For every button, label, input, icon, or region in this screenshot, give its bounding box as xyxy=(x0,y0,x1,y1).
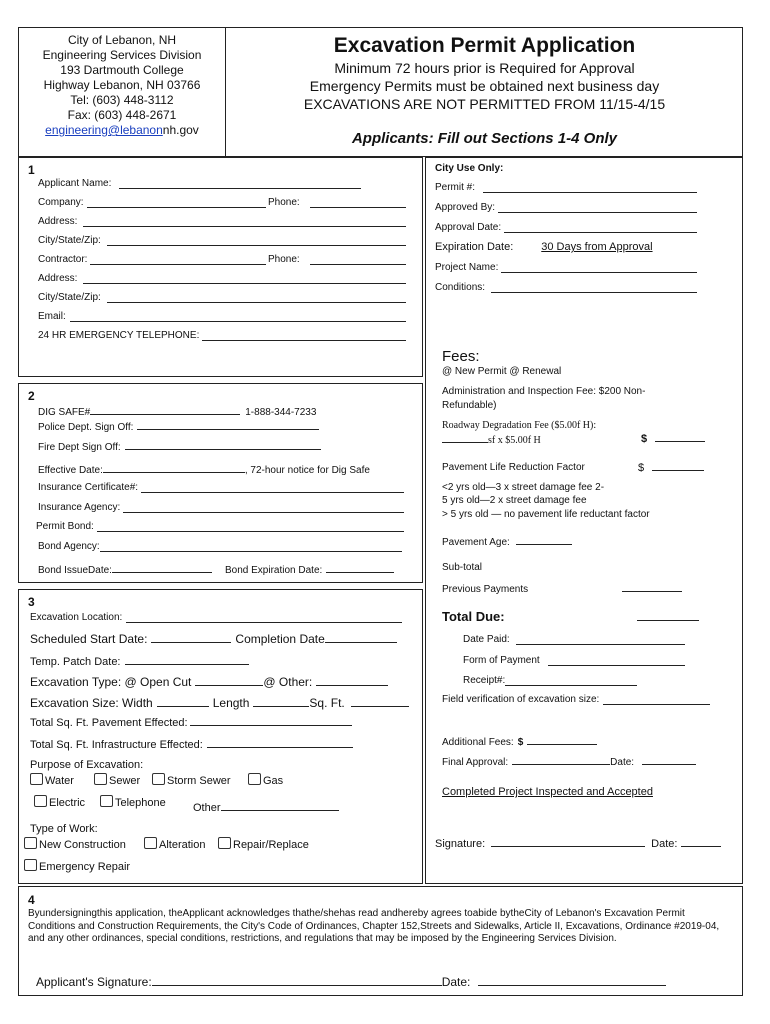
company-field[interactable]: Company: xyxy=(38,197,266,208)
roadway-fee-line-2[interactable]: sf x $5.00f H xyxy=(442,433,541,446)
bond-issue-date-field[interactable]: Bond IssueDate: xyxy=(38,563,212,576)
final-approval-field[interactable]: Final Approval: Date: xyxy=(442,755,696,768)
org-info xyxy=(18,33,226,138)
previous-payments-field[interactable]: Previous Payments xyxy=(442,582,682,595)
applicant-name-field[interactable]: Applicant Name: xyxy=(38,178,361,189)
section-2-number: 2 xyxy=(28,389,35,403)
checkbox-telephone[interactable] xyxy=(100,795,113,807)
applicant-signature-field[interactable]: Applicant's Signature: Date: xyxy=(36,975,666,989)
checkbox-alteration[interactable] xyxy=(144,837,157,849)
date-paid-field[interactable]: Date Paid: xyxy=(463,634,685,645)
dig-safe-notice: , 72-hour notice for Dig Safe xyxy=(244,465,370,476)
dig-safe-field[interactable]: DIG SAFE# 1-888-344-7233 xyxy=(38,407,317,418)
checkbox-gas[interactable] xyxy=(248,773,261,785)
expiration-value: 30 Days from Approval xyxy=(541,241,653,253)
admin-fee-line-1: Administration and Inspection Fee: $200 Non- xyxy=(442,386,646,397)
org-division: Engineering Services Division xyxy=(42,48,202,62)
fire-sign-off-field[interactable]: Fire Dept Sign Off: xyxy=(38,440,321,453)
dig-safe-phone: 1-888-344-7233 xyxy=(245,407,317,418)
checkbox-sewer[interactable] xyxy=(94,773,107,785)
insurance-certificate-field[interactable]: Insurance Certificate#: xyxy=(38,482,404,493)
contractor-field[interactable]: Contractor: xyxy=(38,254,266,265)
permit-bond-field[interactable]: Permit Bond: xyxy=(36,521,404,532)
subtitle-1: Minimum 72 hours prior is Required for Approval xyxy=(334,60,635,76)
admin-fee-line-2: Refundable) xyxy=(442,400,497,411)
infrastructure-effected-field[interactable]: Total Sq. Ft. Infrastructure Effected: xyxy=(30,738,353,751)
work-new-construction[interactable]: New Construction xyxy=(24,837,126,851)
work-repair-replace[interactable]: Repair/Replace xyxy=(218,837,309,851)
org-tel: Tel: (603) 448-3112 xyxy=(70,93,174,107)
purpose-sewer[interactable]: Sewer xyxy=(94,773,140,787)
excavation-location-field[interactable]: Excavation Location: xyxy=(30,612,402,623)
section-1-box xyxy=(18,157,423,377)
type-of-work-label: Type of Work: xyxy=(30,823,98,835)
emergency-phone-field[interactable]: 24 HR EMERGENCY TELEPHONE: xyxy=(38,330,406,341)
city-signature-field[interactable]: Signature: Date: xyxy=(435,837,721,850)
approval-date-field[interactable]: Approval Date: xyxy=(435,222,697,233)
bond-agency-field[interactable]: Bond Agency: xyxy=(38,541,402,552)
fees-title: Fees: xyxy=(442,348,480,365)
phone-field-2[interactable]: Phone: xyxy=(268,254,406,265)
insurance-agency-field[interactable]: Insurance Agency: xyxy=(38,502,404,513)
work-emergency-repair[interactable]: Emergency Repair xyxy=(24,859,130,873)
checkbox-electric[interactable] xyxy=(34,795,47,807)
phone-field[interactable]: Phone: xyxy=(268,197,406,208)
org-email: engineering@lebanonnh.gov xyxy=(45,123,199,137)
form-of-payment-field[interactable]: Form of Payment xyxy=(463,655,685,666)
org-fax: Fax: (603) 448-2671 xyxy=(67,108,177,122)
roadway-fee-amount[interactable]: $ xyxy=(641,432,705,445)
project-name-field[interactable]: Project Name: xyxy=(435,262,697,273)
purpose-other-field[interactable]: Other xyxy=(193,801,339,814)
checkbox-repair-replace[interactable] xyxy=(218,837,231,849)
org-name: City of Lebanon, NH xyxy=(67,33,177,47)
address-field-2[interactable]: Address: xyxy=(38,273,406,284)
section-1-number: 1 xyxy=(28,163,35,177)
permit-number-field[interactable]: Permit #: xyxy=(435,182,697,193)
completed-project-link: Completed Project Inspected and Accepted xyxy=(442,786,653,798)
expiration-date-field: Expiration Date: 30 Days from Approval xyxy=(435,241,653,253)
purpose-storm-sewer[interactable]: Storm Sewer xyxy=(152,773,231,787)
excavation-type-field[interactable]: Excavation Type: @ Open Cut @ Other: xyxy=(30,675,388,689)
work-alteration[interactable]: Alteration xyxy=(144,837,205,851)
purpose-telephone[interactable]: Telephone xyxy=(100,795,166,809)
purpose-gas[interactable]: Gas xyxy=(248,773,283,787)
address-field[interactable]: Address: xyxy=(38,216,406,227)
receipt-field[interactable]: Receipt#: xyxy=(463,675,637,686)
agreement-text: Byundersigningthis application, theApplicant acknowledges thathe/shehas read andhereby agrees toabide bytheCity of Lebanon's Excavation Permit Conditions and Construction Requirements, the City's Code of Ordinances, Chapter 152,Streets and Sidewalks, Article II, Excavations, Ordinance #2019-04, and any other ordinances, special conditions, restrictions, and regulations that may be imposed by the Engineering Services Division. xyxy=(28,908,720,944)
bond-expiration-field[interactable]: Bond Expiration Date: xyxy=(225,563,394,576)
excavation-size-field[interactable]: Excavation Size: Width Length Sq. Ft. xyxy=(30,696,409,710)
effective-date-field[interactable]: Effective Date: , 72-hour notice for Dig Safe xyxy=(38,465,370,476)
subtitle-3: EXCAVATIONS ARE NOT PERMITTED FROM 11/15-4/15 xyxy=(303,96,666,112)
city-use-title: City Use Only: xyxy=(435,163,504,174)
purpose-electric[interactable]: Electric xyxy=(34,795,85,809)
email-field[interactable]: Email: xyxy=(38,311,406,322)
instructions: Applicants: Fill out Sections 1-4 Only xyxy=(351,130,618,147)
roadway-fee-line-1: Roadway Degradation Fee ($5.00f H): xyxy=(442,420,597,431)
org-address-2: Highway Lebanon, NH 03766 xyxy=(43,78,201,92)
pavement-rule-1: <2 yrs old—3 x street damage fee 2- xyxy=(442,482,605,493)
page-title: Excavation Permit Application xyxy=(333,34,636,57)
subtotal-label: Sub-total xyxy=(442,562,483,573)
section-4-number: 4 xyxy=(28,893,35,907)
conditions-field[interactable]: Conditions: xyxy=(435,282,697,293)
city-state-zip-field[interactable]: City/State/Zip: xyxy=(38,235,406,246)
pavement-rule-2: 5 yrs old—2 x street damage fee xyxy=(442,495,587,506)
pavement-life-label: Pavement Life Reduction Factor xyxy=(442,462,585,473)
subtitle-2: Emergency Permits must be obtained next business day xyxy=(309,78,660,94)
pavement-age-field[interactable]: Pavement Age: xyxy=(442,535,572,548)
checkbox-emergency-repair[interactable] xyxy=(24,859,37,871)
pavement-effected-field[interactable]: Total Sq. Ft. Pavement Effected: xyxy=(30,716,352,729)
section-3-number: 3 xyxy=(28,595,35,609)
checkbox-water[interactable] xyxy=(30,773,43,785)
pavement-life-amount[interactable]: $ xyxy=(638,461,704,474)
checkbox-new-construction[interactable] xyxy=(24,837,37,849)
city-state-zip-field-2[interactable]: City/State/Zip: xyxy=(38,292,406,303)
checkbox-storm-sewer[interactable] xyxy=(152,773,165,785)
approved-by-field[interactable]: Approved By: xyxy=(435,202,697,213)
email-link[interactable]: engineering@lebanon xyxy=(45,123,163,137)
org-address-1: 193 Dartmouth College xyxy=(60,63,184,77)
police-sign-off-field[interactable]: Police Dept. Sign Off: xyxy=(38,420,319,433)
purpose-label: Purpose of Excavation: xyxy=(30,759,144,771)
pavement-rule-3: > 5 yrs old — no pavement life reductant factor xyxy=(442,509,650,520)
total-due-field[interactable]: Total Due: xyxy=(442,609,699,624)
additional-fees-field[interactable]: Additional Fees: $ xyxy=(442,735,597,748)
temp-patch-field[interactable]: Temp. Patch Date: xyxy=(30,655,249,668)
permit-renewal-options: @ New Permit @ Renewal xyxy=(442,366,562,377)
purpose-water[interactable]: Water xyxy=(30,773,74,787)
field-verification-field[interactable]: Field verification of excavation size: xyxy=(442,694,710,705)
start-date-field[interactable]: Scheduled Start Date: Completion Date xyxy=(30,632,397,646)
